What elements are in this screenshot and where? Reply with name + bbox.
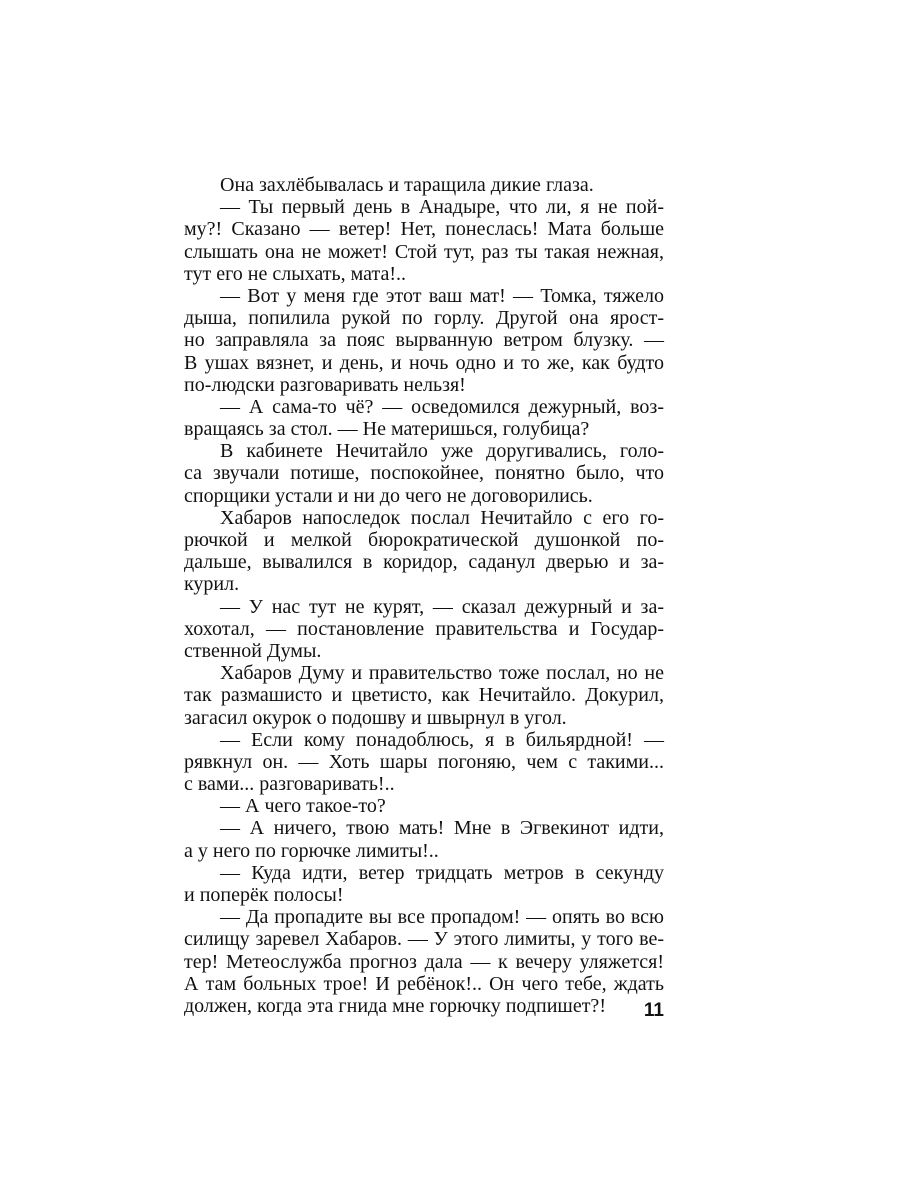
text-line: Она захлёбывалась и таращила дикие глаза. bbox=[220, 174, 594, 196]
text-line: так размашисто и цветисто, как Нечитайло. Докурил, bbox=[184, 684, 664, 707]
text-line: са звучали потише, поспокойнее, понятно было, что bbox=[184, 462, 664, 485]
text-line: и поперёк полосы! bbox=[184, 884, 344, 906]
text-line: по-людски разговаривать нельзя! bbox=[184, 373, 466, 396]
text-line: — А ничего, твою мать! Мне в Эгвекинот идти, bbox=[220, 817, 664, 840]
text-line: Хабаров Думу и правительство тоже послал, но не bbox=[220, 662, 664, 685]
text-line: а у него по горючке лимиты!.. bbox=[184, 839, 439, 862]
text-line: хохотал, — постановление правительства и Государ- bbox=[184, 617, 664, 640]
text-line: рючкой и мелкой бюрократической душонкой по- bbox=[184, 529, 664, 551]
text-line: — Ты первый день в Анадыре, что ли, я не пой- bbox=[220, 196, 664, 219]
text-line: с вами... разговаривать!.. bbox=[184, 773, 395, 796]
text-line: силищу заревел Хабаров. — У этого лимиты, у того ве- bbox=[184, 928, 664, 951]
text-line: курил. bbox=[184, 573, 240, 596]
text-line: слышать она не может! Стой тут, раз ты такая нежная, bbox=[184, 240, 664, 263]
text-line: — Вот у меня где этот ваш мат! — Томка, тяжело bbox=[220, 284, 664, 307]
text-line: дыша, попилила рукой по горлу. Другой она ярост- bbox=[184, 307, 664, 330]
text-line: вращаясь за стол. — Не материшься, голубица? bbox=[184, 418, 590, 441]
text-line: — Да пропадите вы все пропадом! — опять во всю bbox=[220, 906, 664, 929]
page-number: 11 bbox=[643, 1000, 664, 1021]
text-line: В кабинете Нечитайло уже доругивались, голо- bbox=[220, 440, 664, 463]
text-line: спорщики устали и ни до чего не договорились. bbox=[184, 484, 593, 507]
text-line: тер! Метеослужба прогноз дала — к вечеру уляжется! bbox=[184, 950, 664, 973]
text-line: ственной Думы. bbox=[184, 639, 322, 662]
text-line: должен, когда эта гнида мне горючку подпишет?! bbox=[184, 994, 606, 1017]
text-line: тут его не слыхать, мата!.. bbox=[184, 262, 407, 285]
text-line: рявкнул он. — Хоть шары погоняю, чем с такими... bbox=[184, 750, 664, 773]
text-line: му?! Сказано — ветер! Нет, понеслась! Мата больше bbox=[184, 218, 664, 241]
text-line: В ушах вязнет, и день, и ночь одно и то же, как будто bbox=[184, 351, 664, 374]
text-line: загасил окурок о подошву и швырнул в угол. bbox=[184, 706, 567, 729]
body-text bbox=[184, 174, 664, 1017]
text-line: А там больных трое! И ребёнок!.. Он чего тебе, ждать bbox=[184, 972, 664, 995]
text-line: — А чего такое-то? bbox=[220, 795, 386, 818]
text-line: — А сама-то чё? — осведомился дежурный, воз- bbox=[220, 395, 664, 418]
text-line: — Куда идти, ветер тридцать метров в секунду bbox=[220, 861, 664, 884]
text-line: Хабаров напоследок послал Нечитайло с его го- bbox=[220, 506, 664, 529]
text-line: дальше, вывалился в коридор, саданул дверью и за- bbox=[184, 551, 664, 574]
text-line: — У нас тут не курят, — сказал дежурный и за- bbox=[220, 595, 664, 618]
text-line: но заправляла за пояс вырванную ветром блузку. — bbox=[184, 329, 664, 352]
text-line: — Если кому понадоблюсь, я в бильярдной! — bbox=[220, 728, 664, 751]
